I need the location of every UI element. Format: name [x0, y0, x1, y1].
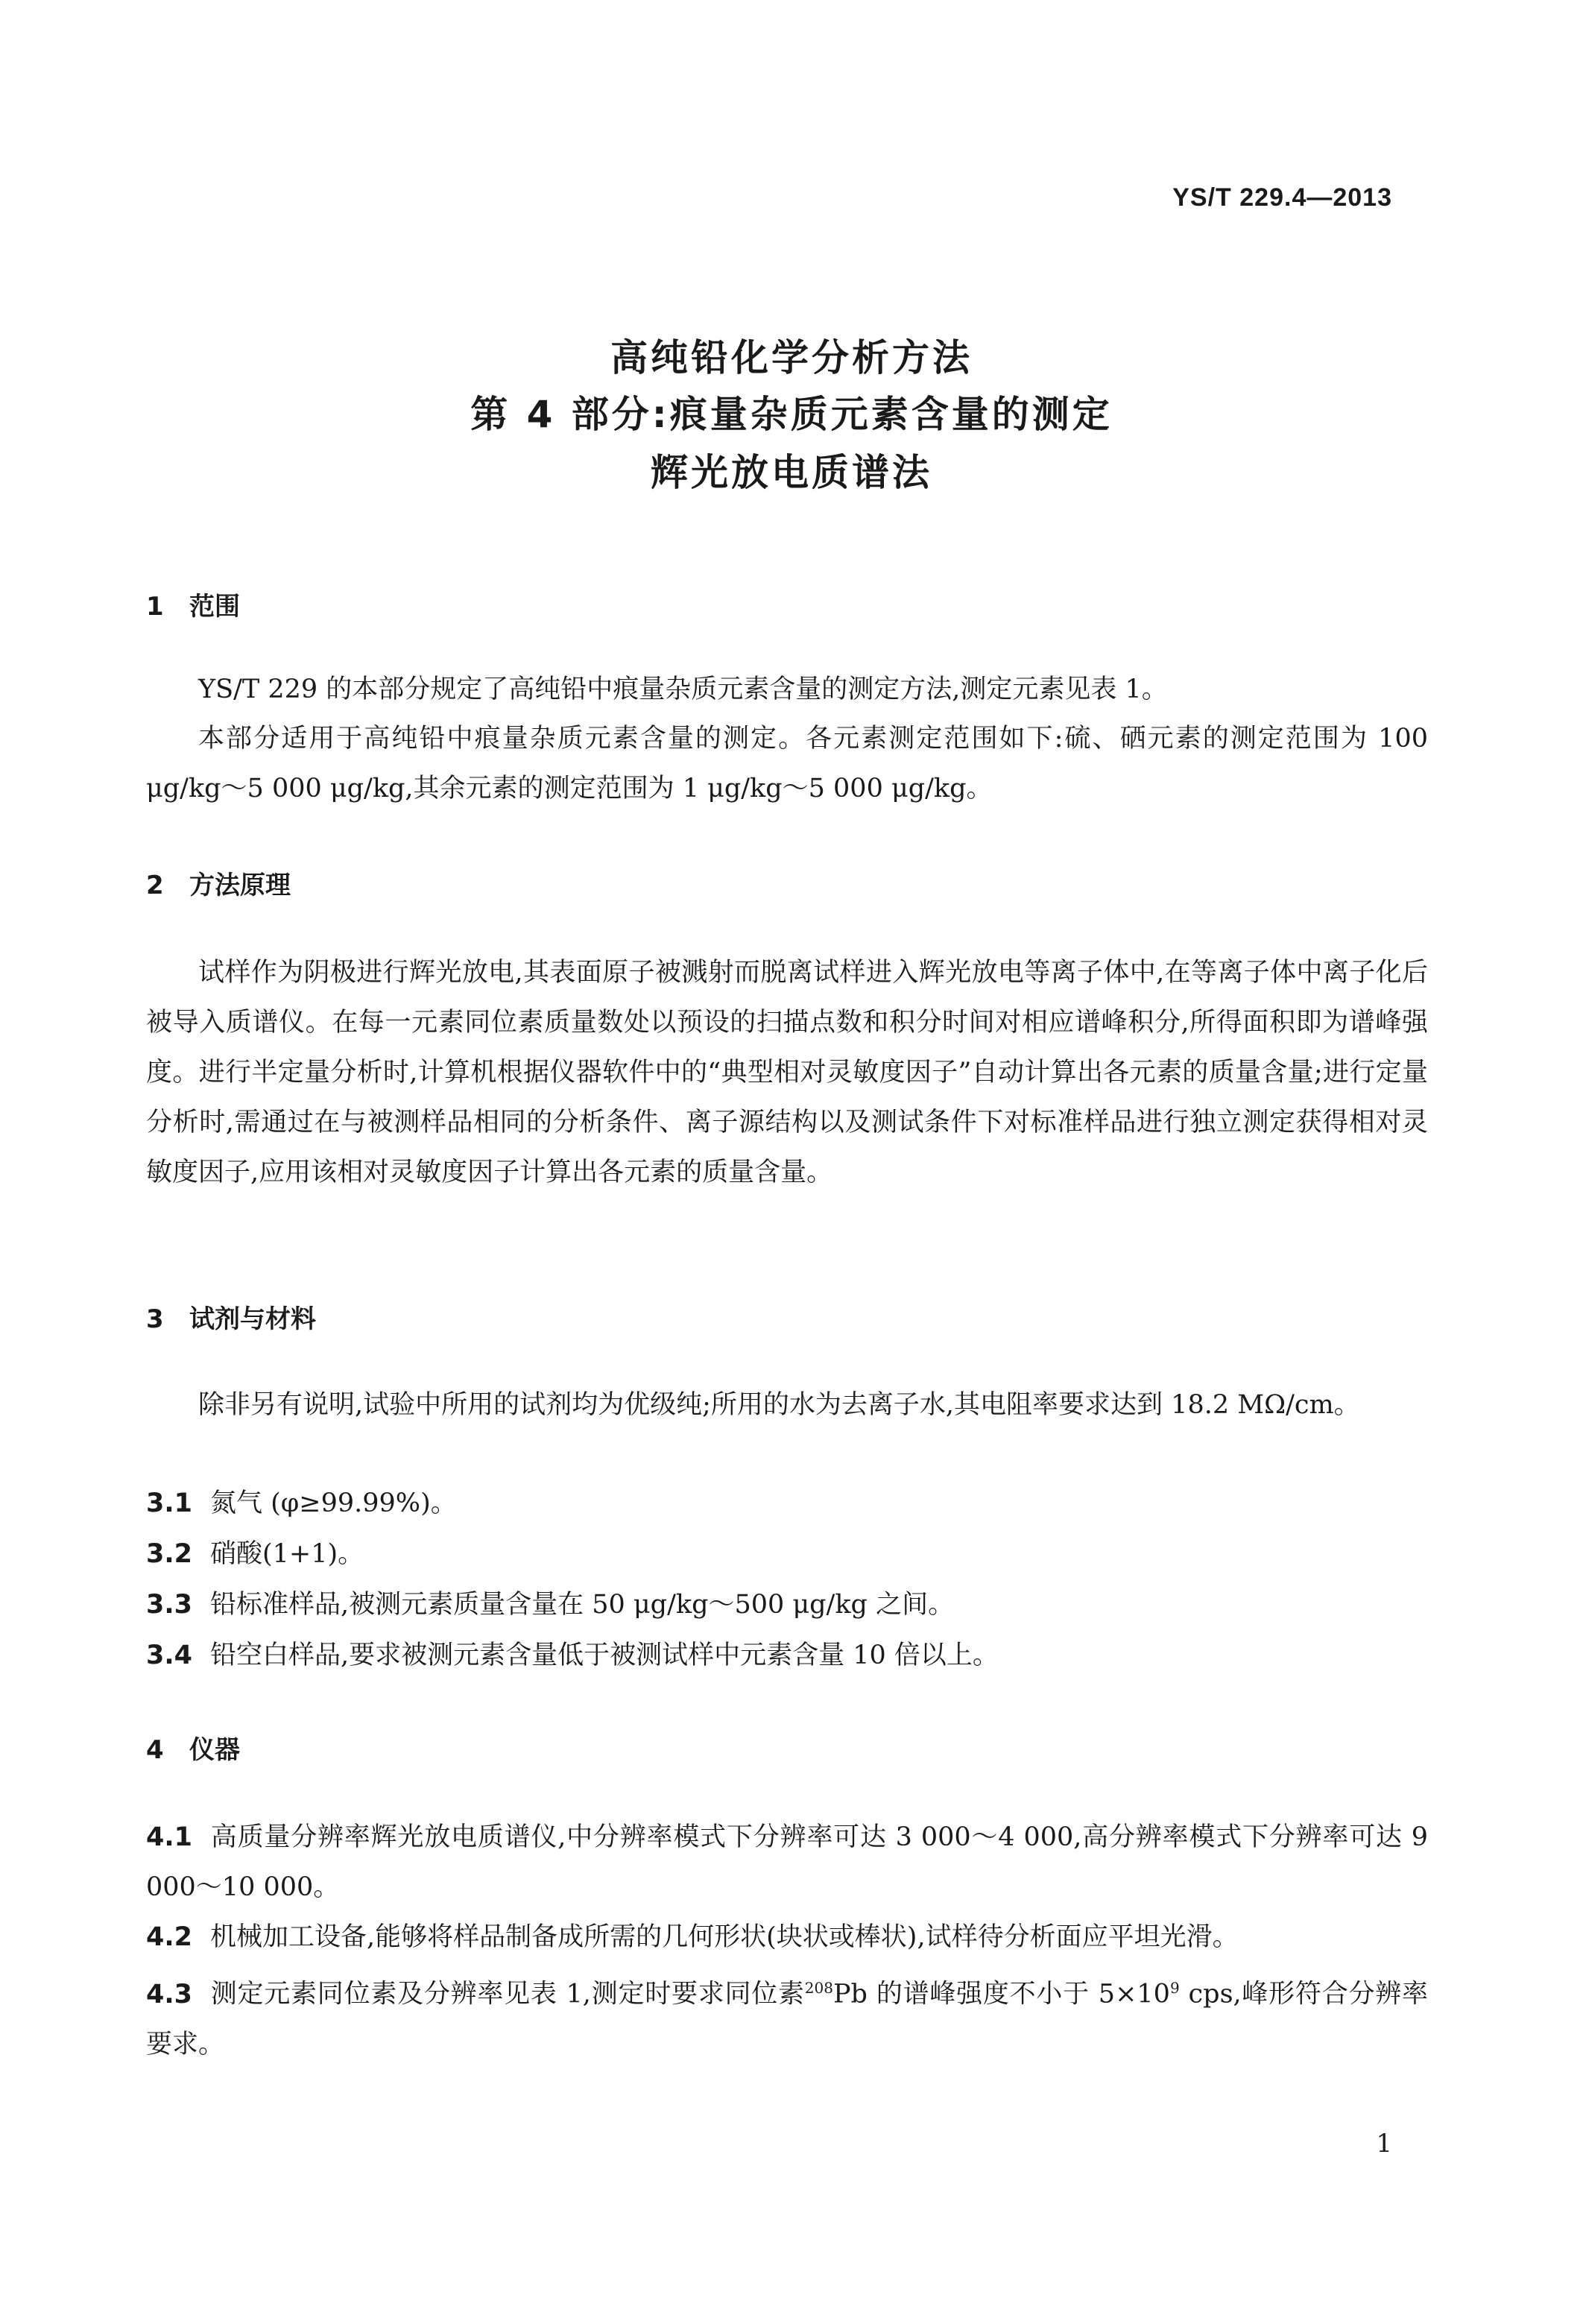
- item-text: 铅空白样品,要求被测元素含量低于被测试样中元素含量 10 倍以上。: [210, 1641, 999, 1670]
- item-text: 硝酸(1+1)。: [210, 1539, 364, 1569]
- list-item-4-1: [146, 1813, 1428, 1913]
- list-item-3-2: [146, 1529, 1428, 1579]
- item-text: 高质量分辨率辉光放电质谱仪,中分辨率模式下分辨率可达 3 000～4 000,高分辨率模式下分辨率可达 9 000～10 000。: [146, 1822, 1428, 1902]
- item-number: 3.2: [146, 1539, 193, 1569]
- exponent-superscript: 9: [1169, 1979, 1180, 1997]
- section-3-heading: [146, 1298, 316, 1335]
- list-item-4-3: [146, 1963, 1428, 2070]
- section-title: 试剂与材料: [189, 1304, 316, 1334]
- document-title-line-2: 第 4 部分:痕量杂质元素含量的测定: [470, 393, 1113, 436]
- section-title: 范围: [189, 592, 240, 622]
- item-text: 铅标准样品,被测元素质量含量在 50 μg/kg～500 μg/kg 之间。: [210, 1590, 955, 1620]
- list-item-4-2: [146, 1913, 1428, 1963]
- section-4-heading: [146, 1729, 240, 1766]
- section-number: 4: [146, 1735, 164, 1765]
- section-number: 1: [146, 592, 164, 622]
- item-text: 机械加工设备,能够将样品制备成所需的几何形状(块状或棒状),试样待分析面应平坦光滑。: [210, 1922, 1239, 1952]
- item-number: 3.1: [146, 1488, 193, 1518]
- item-text-part-3: cps,峰形符合分辨率要求。: [146, 1979, 1428, 2059]
- page-number: 1: [1376, 2129, 1392, 2159]
- section-3-paragraph: 除非另有说明,试验中所用的试剂均为优级纯;所用的水为去离子水,其电阻率要求达到 18.2 MΩ/cm。: [198, 1390, 1360, 1420]
- document-title-line-3: 辉光放电质谱法: [651, 451, 932, 494]
- item-number: 3.3: [146, 1590, 193, 1620]
- item-number: 4.2: [146, 1922, 193, 1952]
- list-item-3-4: [146, 1631, 1428, 1681]
- item-text-part-1: 测定元素同位素及分辨率见表 1,测定时要求同位素: [210, 1979, 805, 2009]
- section-title: 方法原理: [189, 871, 291, 900]
- item-number: 3.4: [146, 1641, 193, 1670]
- standard-code: YS/T 229.4—2013: [1172, 183, 1392, 212]
- item-text-part-2: Pb 的谱峰强度不小于 5×10: [832, 1979, 1170, 2009]
- document-title-line-1: 高纯铅化学分析方法: [610, 336, 973, 379]
- section-1-paragraph-1: YS/T 229 的本部分规定了高纯铅中痕量杂质元素含量的测定方法,测定元素见表 1。: [198, 675, 1168, 704]
- isotope-superscript: 208: [804, 1979, 833, 1997]
- section-1-paragraph-2: 本部分适用于高纯铅中痕量杂质元素含量的测定。各元素测定范围如下:硫、硒元素的测定范围为 100 μg/kg～5 000 μg/kg,其余元素的测定范围为 1 μg/kg～5 000 μg/kg。: [146, 724, 1428, 803]
- list-item-3-1: [146, 1479, 1428, 1529]
- section-2-heading: [146, 865, 291, 901]
- list-item-3-3: [146, 1580, 1428, 1630]
- item-text: 氮气 (φ≥99.99%)。: [210, 1488, 457, 1518]
- section-title: 仪器: [189, 1735, 240, 1765]
- item-number: 4.3: [146, 1979, 193, 2009]
- item-number: 4.1: [146, 1822, 193, 1852]
- section-number: 3: [146, 1304, 164, 1334]
- section-1-heading: [146, 586, 240, 622]
- section-2-paragraph: 试样作为阴极进行辉光放电,其表面原子被溅射而脱离试样进入辉光放电等离子体中,在等离子体中离子化后被导入质谱仪。在每一元素同位素质量数处以预设的扫描点数和积分时间对相应谱峰积分,所得面积即为谱峰强度。进行半定量分析时,计算机根据仪器软件中的“典型相对灵敏度因子”自动计算出各元素的质量含量;进行定量分析时,需通过在与被测样品相同的分析条件、离子源结构以及测试条件下对标准样品进行独立测定获得相对灵敏度因子,应用该相对灵敏度因子计算出各元素的质量含量。: [146, 958, 1428, 1187]
- section-number: 2: [146, 871, 164, 900]
